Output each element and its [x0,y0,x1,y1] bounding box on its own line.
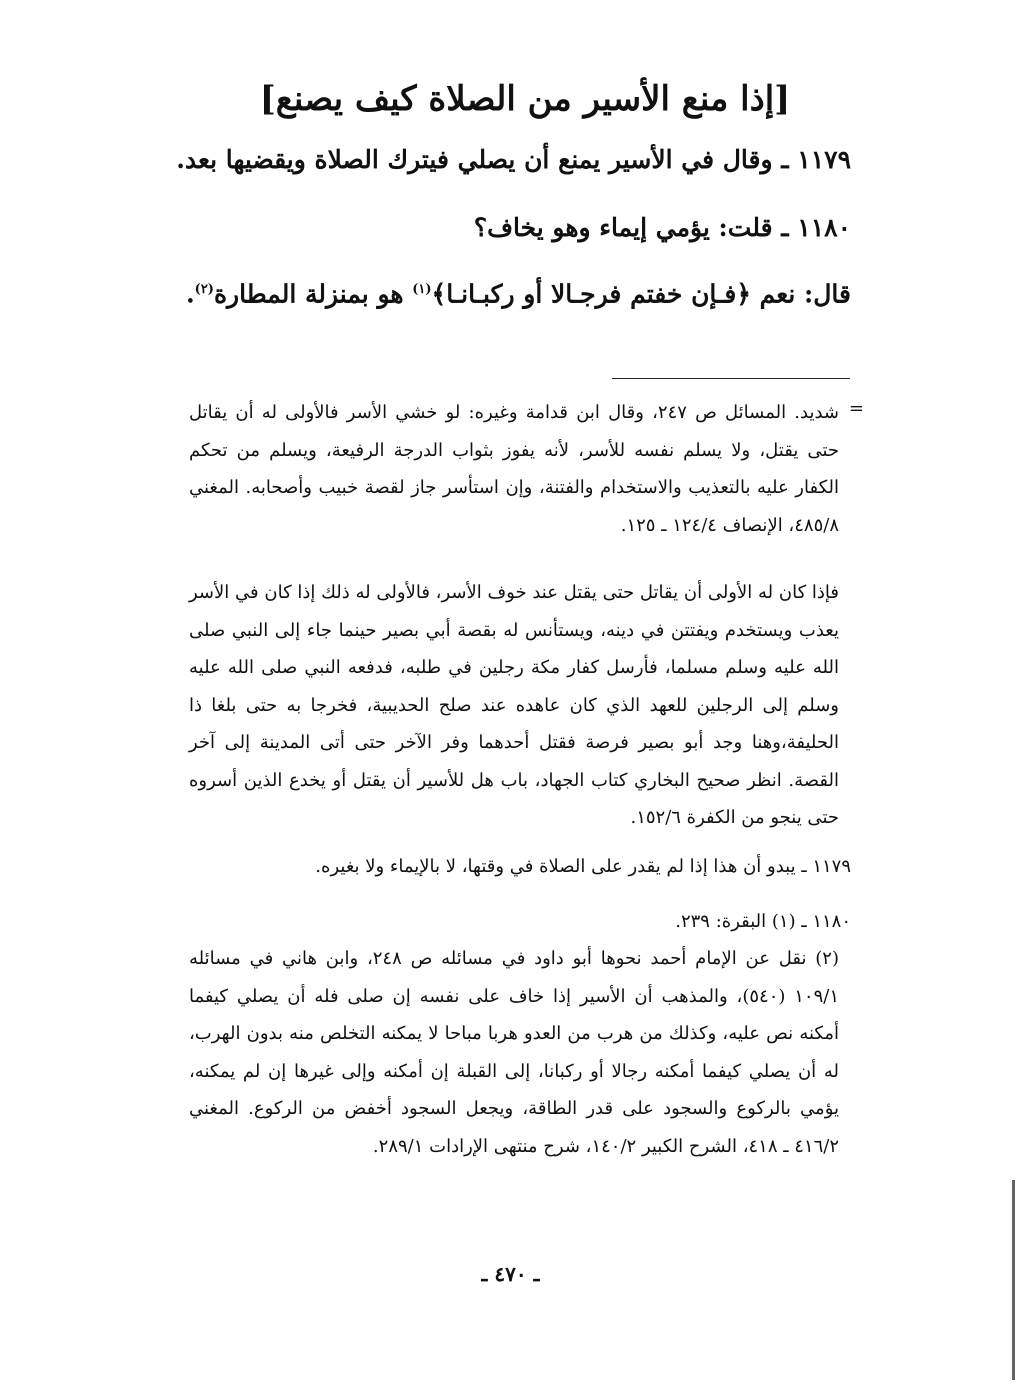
page-number: ـ ٤٧٠ ـ [481,1262,540,1286]
footnote-paragraph: فإذا كان له الأولى أن يقاتل حتى يقتل عند خوف الأسر، فالأولى له ذلك إذا كان في الأسر يعذب ويستخدم ويفتتن في دينه، ويستأنس له بقصة أبي بصير حينما جاء إلى النبي صلى الله عليه وسلم مسلما، فأرسل كفار مكة رجلين في طلبه، فدفعه النبي صلى الله عليه وسلم إلى الرجلين للعهد الذي كان عاهده عند صلح الحديبية، فخرجا به حتى بلغا ذا الحليفة،وهنا وجد أبو بصير فرصة فقتل أحدهما وفر الآخر حتى أتى المدينة إلى آخر القصة. انظر صحيح البخاري كتاب الجهاد، باب هل للأسير أن يقتل أو يخدع الذين أسروه حتى ينجو من الكفرة ١٥٢/٦. [189,582,839,828]
entry-text: وقال في الأسير يمنع أن يصلي فيترك الصلاة ويقضيها بعد. [176,145,773,174]
footnote-ref-2: (٢) [194,282,214,297]
entry-separator: ـ [772,213,798,242]
main-entry-1179 [161,140,851,180]
footnote-1180-1: ١١٨٠ ـ (١) البقرة: ٢٣٩. [675,911,851,932]
continuation-marker: = [848,398,864,419]
footnote-ref-1: (١) [412,282,432,297]
entry-number: ١١٧٩ [797,145,851,174]
footnote-1180-2: (٢) نقل عن الإمام أحمد نحوها أبو داود في مسائله ص ٢٤٨، وابن هاني في مسائله ١٠٩/١ (٥٤٠)، والمذهب أن الأسير إذا خاف على نفسه إن صلى فله أن يصلي كيفما أمكنه نص عليه، وكذلك من هرب من العدو هربا مباحا لا يمكنه التخلص منه بدون الهرب، له أن يصلي كيفما أمكنه رجالا أو ركبانا، إلى القبلة إن أمكنه وإلى غيرها إن لم يمكنه، يؤمي بالركوع والسجود على قدر الطاقة، ويجعل السجود أخفض من الركوع. المغني ٤١٦/٢ ـ ٤١٨، الشرح الكبير ١٤٠/٢، شرح منتهى الإرادات ٢٨٩/١. [189,948,840,1157]
section-title: [إذا منع الأسير من الصلاة كيف يصنع] [259,79,791,119]
footnote-continuation: شديد. المسائل ص ٢٤٧، وقال ابن قدامة وغيره: لو خشي الأسر فالأولى له أن يقاتل حتى يقتل، ولا يسلم نفسه للأسر، لأنه يفوز بثواب الدرجة الرفيعة، ويسلم من تحكم الكفار عليه بالتعذيب والاستخدام والفتنة، وإن استأسر جاز لقصة خبيب وأصحابه. المغني ٤٨٥/٨، الإنصاف ١٢٤/٤ ـ ١٢٥. [189,402,839,536]
entry-text: قلت: يؤمي إيماء وهو يخاف؟ [473,213,773,242]
footnote-divider [612,378,850,379]
answer-text-a: قال: نعم ﴿فـإن خفتم فرجـالا أو ركبـانـا﴾ [431,279,851,309]
scan-edge-shadow [1005,1180,1015,1380]
entry-number: ١١٨٠ [797,213,851,242]
answer-text-b: هو بمنزلة المطارة [213,279,413,309]
footnote-1179: ١١٧٩ ـ يبدو أن هذا إذا لم يقدر على الصلاة في وقتها، لا بالإيماء ولا بغيره. [315,856,851,877]
answer-end: . [185,279,195,309]
entry-separator: ـ [772,145,798,174]
main-entry-answer [161,270,851,314]
main-entry-1180 [161,208,851,248]
